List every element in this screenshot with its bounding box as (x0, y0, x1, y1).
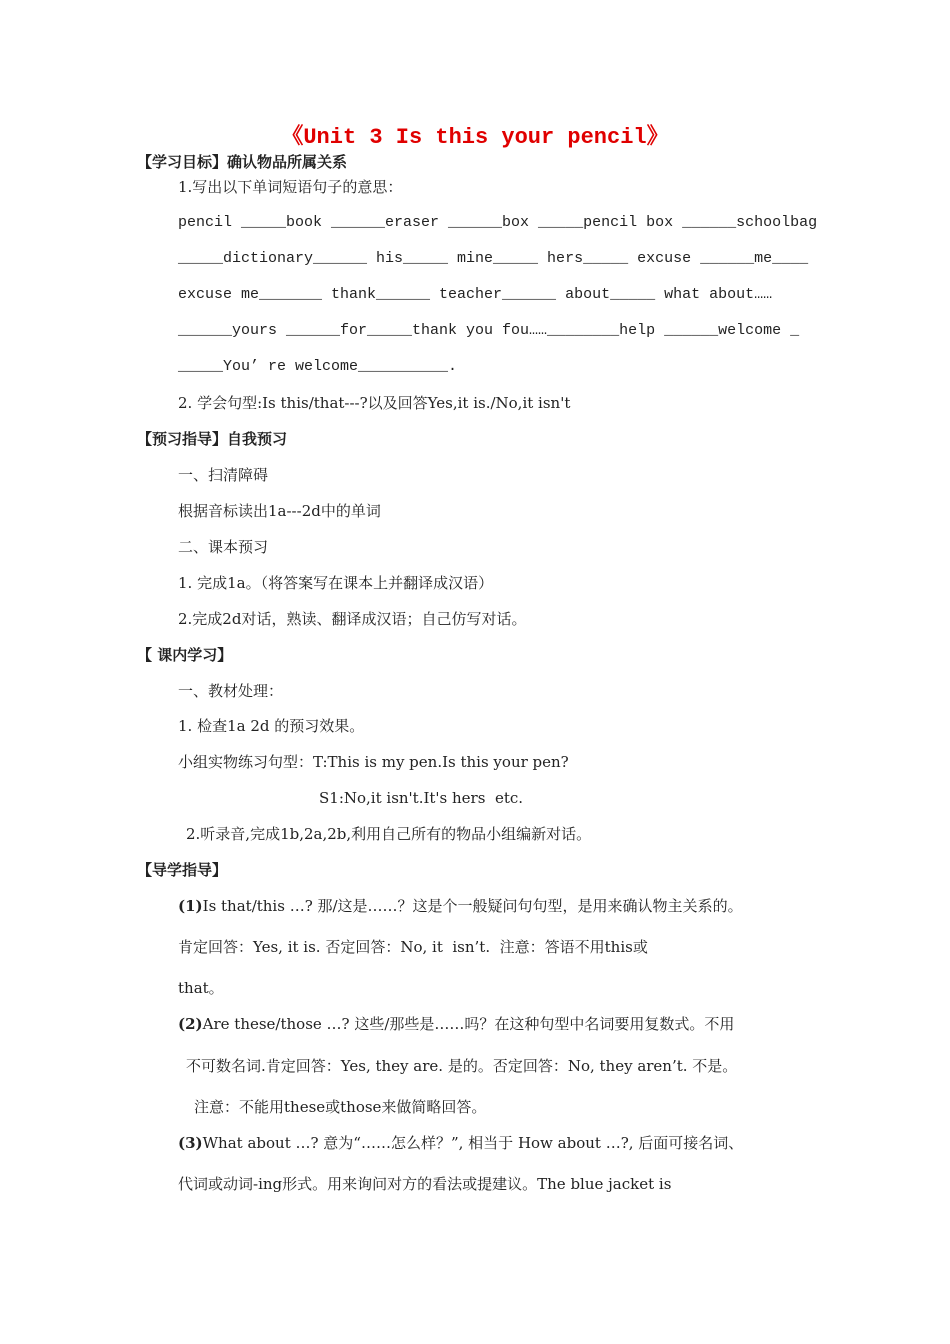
document-title: 《Unit 3 Is this your pencil》 (281, 125, 669, 150)
guide-point-number: (1) (178, 897, 203, 915)
guide-point-number: (3) (178, 1134, 203, 1152)
preview-heading: 【预习指导】自我预习 (137, 430, 288, 448)
guide-point-1-line-3: that。 (178, 979, 224, 997)
vocab-line: ______yours ______for_____thank you fou……________help ______welcome _ (178, 322, 800, 339)
guide-heading: 【导学指导】 (137, 861, 228, 879)
vocab-line: pencil _____book ______eraser ______box _____pencil box ______schoolbag (178, 214, 818, 231)
guide-point-1-line-2: 肯定回答：Yes, it is. 否定回答：No, it isn’t. 注意：答语不用this或 (178, 938, 648, 956)
guide-point-2-line-2: 不可数名词.肯定回答：Yes, they are. 是的。否定回答：No, they aren’t. 不是。 (186, 1057, 738, 1075)
guide-point-3 (178, 1133, 743, 1153)
guide-point-text: Are these/those …? 这些/那些是……吗？在这种句型中名词要用复数式。不用 (202, 1015, 735, 1033)
classwork-practice: 小组实物练习句型：T:This is my pen.Is this your pen? (178, 753, 569, 771)
classwork-item-2: 2.听录音,完成1b,2a,2b,利用自己所有的物品小组编新对话。 (186, 825, 592, 843)
classwork-item-1: 1. 检查1a 2d 的预习效果。 (178, 717, 365, 735)
vocab-line: excuse me_______ thank______ teacher______ about_____ what about…… (178, 286, 773, 303)
preview-section-1-text: 根据音标读出1a---2d中的单词 (178, 502, 381, 520)
guide-point-text: Is that/this …? 那/这是……？这是个一般疑问句句型，是用来确认物主关系的。 (202, 897, 743, 915)
guide-point-2 (178, 1014, 734, 1034)
guide-point-text: What about …? 意为“……怎么样？”, 相当于 How about …?, 后面可接名词、 (202, 1134, 744, 1152)
goals-item-2: 2. 学会句型:Is this/that---?以及回答Yes,it is./No,it isn't (178, 394, 571, 412)
preview-section-2-item-2: 2.完成2d对话，熟读、翻译成汉语；自己仿写对话。 (178, 610, 527, 628)
preview-section-1: 一、扫清障碍 (178, 466, 269, 484)
goals-item-1: 1.写出以下单词短语句子的意思： (178, 178, 403, 196)
goals-heading: 【学习目标】确认物品所属关系 (137, 153, 348, 171)
classwork-section-1: 一、教材处理： (178, 682, 284, 700)
classwork-heading: 【 课内学习】 (137, 646, 233, 664)
preview-section-2: 二、课本预习 (178, 538, 269, 556)
preview-section-2-item-1: 1. 完成1a。（将答案写在课本上并翻译成汉语） (178, 574, 494, 592)
guide-point-3-line-2: 代词或动词-ing形式。用来询问对方的看法或提建议。The blue jacket is (178, 1175, 672, 1193)
guide-point-2-line-3: 注意：不能用these或those来做简略回答。 (194, 1098, 487, 1116)
vocab-line: _____You’ re welcome__________. (178, 358, 458, 375)
classwork-practice-answer: S1:No,it isn't.It's hers etc. (319, 789, 524, 807)
guide-point-number: (2) (178, 1015, 203, 1033)
guide-point-1 (178, 896, 743, 916)
vocab-line: _____dictionary______ his_____ mine_____ hers_____ excuse ______me____ (178, 250, 809, 267)
